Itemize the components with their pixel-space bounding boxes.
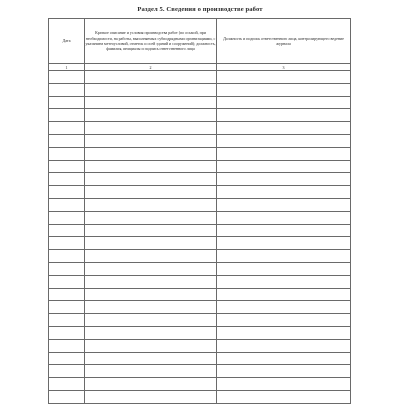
signature-cell	[217, 96, 351, 109]
table-row	[49, 378, 351, 391]
description-cell	[85, 314, 217, 327]
date-cell	[49, 224, 85, 237]
table-row	[49, 288, 351, 301]
date-cell	[49, 378, 85, 391]
table-row	[49, 314, 351, 327]
signature-cell	[217, 186, 351, 199]
table-row	[49, 147, 351, 160]
date-cell	[49, 262, 85, 275]
date-cell	[49, 186, 85, 199]
table-row	[49, 275, 351, 288]
date-cell	[49, 301, 85, 314]
description-cell	[85, 198, 217, 211]
date-cell	[49, 365, 85, 378]
signature-cell	[217, 314, 351, 327]
signature-cell	[217, 275, 351, 288]
date-cell	[49, 122, 85, 135]
header-supervisor: Должность и подпись ответственного лица, контролирующего ведение журнала	[217, 19, 351, 64]
table-row	[49, 83, 351, 96]
table-row	[49, 250, 351, 263]
signature-cell	[217, 301, 351, 314]
description-cell	[85, 160, 217, 173]
column-number: 1	[49, 64, 85, 71]
date-cell	[49, 109, 85, 122]
date-cell	[49, 250, 85, 263]
table-row	[49, 96, 351, 109]
table-row	[49, 71, 351, 84]
column-number: 3	[217, 64, 351, 71]
table-row	[49, 339, 351, 352]
table-row	[49, 390, 351, 403]
description-cell	[85, 365, 217, 378]
description-cell	[85, 83, 217, 96]
description-cell	[85, 288, 217, 301]
date-cell	[49, 326, 85, 339]
date-cell	[49, 288, 85, 301]
table-row	[49, 365, 351, 378]
description-cell	[85, 147, 217, 160]
date-cell	[49, 211, 85, 224]
description-cell	[85, 326, 217, 339]
signature-cell	[217, 173, 351, 186]
table-row	[49, 352, 351, 365]
date-cell	[49, 237, 85, 250]
date-cell	[49, 96, 85, 109]
table-row	[49, 262, 351, 275]
column-number: 2	[85, 64, 217, 71]
table-row	[49, 109, 351, 122]
signature-cell	[217, 224, 351, 237]
table-row	[49, 122, 351, 135]
description-cell	[85, 378, 217, 391]
signature-cell	[217, 365, 351, 378]
table-row	[49, 326, 351, 339]
table-row	[49, 134, 351, 147]
table-row	[49, 237, 351, 250]
signature-cell	[217, 71, 351, 84]
date-cell	[49, 198, 85, 211]
signature-cell	[217, 211, 351, 224]
description-cell	[85, 352, 217, 365]
description-cell	[85, 96, 217, 109]
date-cell	[49, 160, 85, 173]
signature-cell	[217, 390, 351, 403]
table-row	[49, 211, 351, 224]
date-cell	[49, 83, 85, 96]
signature-cell	[217, 378, 351, 391]
date-cell	[49, 147, 85, 160]
signature-cell	[217, 352, 351, 365]
description-cell	[85, 71, 217, 84]
date-cell	[49, 339, 85, 352]
table-row	[49, 186, 351, 199]
signature-cell	[217, 237, 351, 250]
signature-cell	[217, 83, 351, 96]
date-cell	[49, 390, 85, 403]
description-cell	[85, 339, 217, 352]
work-log-table	[48, 18, 351, 404]
section-title: Раздел 5. Сведения о производстве работ	[137, 6, 263, 13]
header-row	[49, 19, 351, 64]
description-cell	[85, 173, 217, 186]
table-row	[49, 301, 351, 314]
description-cell	[85, 237, 217, 250]
signature-cell	[217, 262, 351, 275]
column-number-row	[49, 64, 351, 71]
signature-cell	[217, 122, 351, 135]
table-row	[49, 160, 351, 173]
description-cell	[85, 301, 217, 314]
description-cell	[85, 122, 217, 135]
header-date: Дата	[49, 19, 85, 64]
table-row	[49, 173, 351, 186]
description-cell	[85, 250, 217, 263]
description-cell	[85, 275, 217, 288]
description-cell	[85, 390, 217, 403]
date-cell	[49, 352, 85, 365]
signature-cell	[217, 250, 351, 263]
signature-cell	[217, 288, 351, 301]
log-body	[49, 71, 351, 404]
table-row	[49, 224, 351, 237]
date-cell	[49, 275, 85, 288]
signature-cell	[217, 339, 351, 352]
signature-cell	[217, 160, 351, 173]
signature-cell	[217, 134, 351, 147]
description-cell	[85, 262, 217, 275]
signature-cell	[217, 198, 351, 211]
description-cell	[85, 186, 217, 199]
description-cell	[85, 109, 217, 122]
signature-cell	[217, 326, 351, 339]
description-cell	[85, 134, 217, 147]
description-cell	[85, 224, 217, 237]
table-row	[49, 198, 351, 211]
date-cell	[49, 134, 85, 147]
date-cell	[49, 71, 85, 84]
date-cell	[49, 173, 85, 186]
signature-cell	[217, 147, 351, 160]
header-work-description: Краткое описание и условия производства работ (по осьмой, при необходимости, на работы, выполняемых субподрядными организациями, с указанием метеоусловий, отметок и осей зданий и сооружений); должность, фамилия, инициалы и подпись ответственного лица	[85, 19, 217, 64]
description-cell	[85, 211, 217, 224]
signature-cell	[217, 109, 351, 122]
date-cell	[49, 314, 85, 327]
